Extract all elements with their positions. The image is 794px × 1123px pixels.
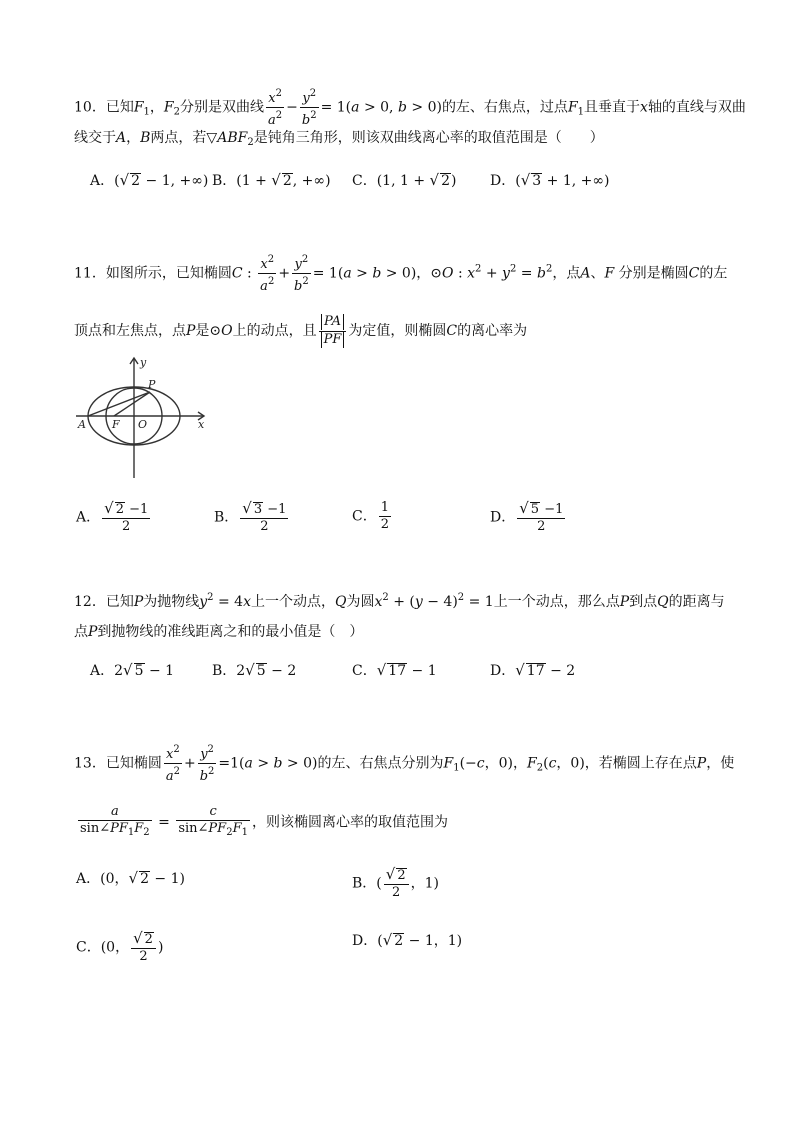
- q10-option-c: C．(1, 1 + √ 2): [352, 171, 457, 189]
- label-p: P: [148, 378, 156, 391]
- q10-line-1: 10．已知$F_1$，$F_2$分别是双曲线 $\frac{x^2}{a^2}$ − $\frac{y^2}{b^2}$ = 1(a > 0, b > 0)的左、右焦点，过点$F_1$且垂直于x轴的直线与双曲: [74, 88, 746, 128]
- hyperbola-equation: $\frac{x^2}{a^2}$: [268, 88, 283, 128]
- q12-option-c: C．√ 17 − 1: [352, 661, 437, 679]
- q12-number: 12．: [74, 594, 106, 610]
- q13-option-b: B．( $\frac{√ 2}{2}$ ，1): [352, 865, 439, 900]
- q11-option-b: B． $\frac{√ 3 -1}{2}$: [214, 499, 287, 534]
- label-f: F: [112, 418, 120, 431]
- q12-option-d: D．√ 17 − 2: [490, 661, 576, 679]
- q10-number: 10．: [74, 99, 106, 116]
- q11-option-a: A． $\frac{√ 2 -1}{2}$: [76, 499, 149, 534]
- label-x: x: [198, 418, 205, 431]
- q10-option-a: A．(√ 2 − 1, +∞): [90, 171, 209, 189]
- q12-line-2: 点P到抛物线的准线距离之和的最小值是（ ）: [74, 624, 364, 640]
- q11-option-c: C． $\frac{1}{2}$: [352, 500, 389, 532]
- q12-option-a: A．2√ 5 − 1: [90, 661, 175, 679]
- q11-line-1: 11．如图所示，已知椭圆C : $\frac{x^2}{a^2}$ + $\frac{y^2}{b^2}$ = 1(a > b > 0)，⊙O : $x^2 + y^2 = b^2$，点A、F 分别是椭圆C的左: [74, 254, 728, 294]
- q10-option-d: D．(√ 3 + 1, +∞): [490, 171, 610, 189]
- q13-line-2: $\frac{a}{\sin\angle PF_1F_2}$ = $\frac{c}{\sin\angle PF_2F_1}$ ，则该椭圆离心率的取值范围为: [80, 804, 448, 838]
- q11-line-2: 顶点和左焦点，点P是⊙O上的动点，且 $\frac{PA}{PF}$ 为定值，则椭圆C的离心率为: [74, 314, 528, 347]
- q13-line-1: 13．已知椭圆 $\frac{x^2}{a^2}$ + $\frac{y^2}{b^2}$ =1(a > b > 0)的左、右焦点分别为$F_1(-c$，0)，$F_2(c$，0)，若椭圆上存在点P，使: [74, 744, 735, 784]
- q11-number: 11．: [74, 265, 106, 282]
- q13-number: 13．: [74, 755, 106, 772]
- q11-option-d: D． $\frac{√ 5 -1}{2}$: [490, 499, 564, 534]
- label-o: O: [138, 418, 148, 431]
- label-y: y: [140, 356, 147, 369]
- q12-line-1: 12．已知P为抛物线$y^2 = 4x$上一个动点，Q为圆$x^2 + (y - 4)^2 = 1$上一个动点，那么点P到点Q的距离与: [74, 592, 725, 610]
- q10-option-b: B．(1 + √ 2, +∞): [212, 171, 331, 189]
- ellipse-circle-figure: [74, 352, 214, 480]
- q13-option-d: D．(√ 2 − 1，1): [352, 931, 463, 949]
- q13-option-a: A．(0，√ 2 − 1): [76, 869, 185, 887]
- q13-option-c: C．(0， $\frac{√ 2}{2}$ ): [76, 929, 164, 964]
- q12-option-b: B．2√ 5 − 2: [212, 661, 297, 679]
- q10-line-2: 线交于A，B两点，若$▽ABF_2$是钝角三角形，则该双曲线离心率的取值范围是（ ）: [74, 130, 604, 148]
- label-a: A: [78, 418, 86, 431]
